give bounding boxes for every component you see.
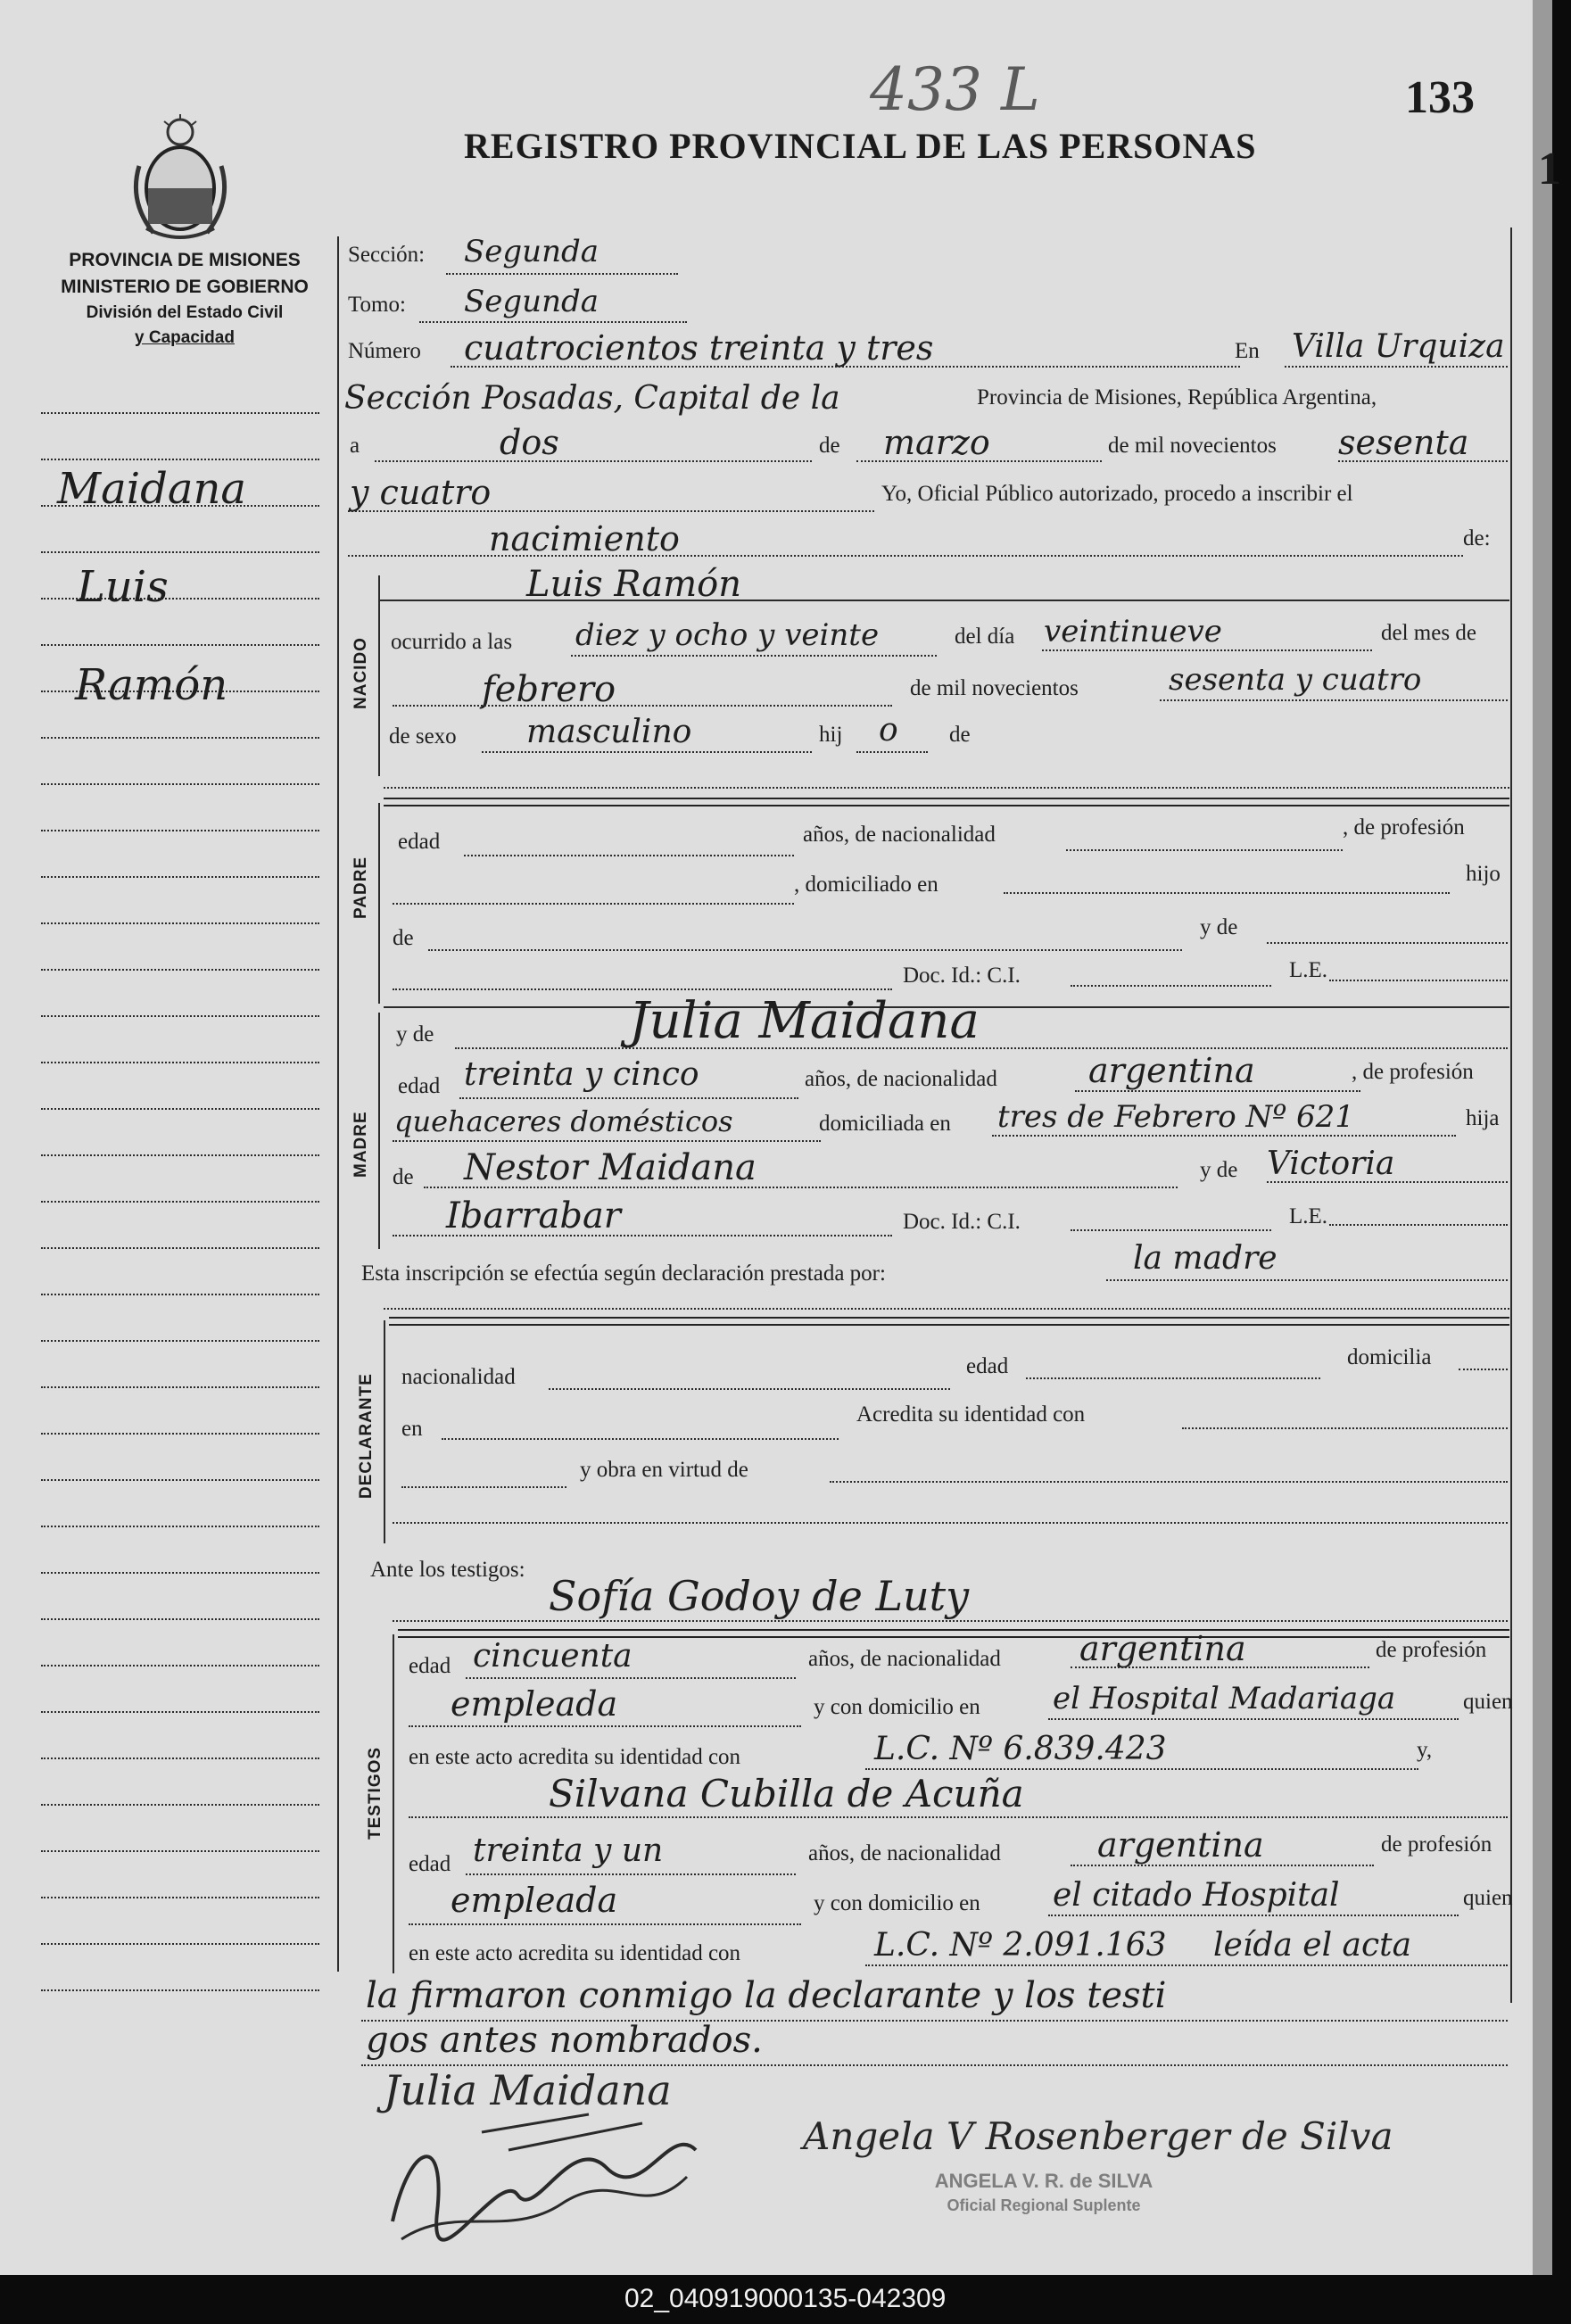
dia-label: del día [955,624,1015,649]
padre-domiciliado-label: , domiciliado en [794,873,938,897]
hij-de-label: de [949,723,971,747]
page-edge [1533,0,1552,2275]
madre-de-label: de [393,1165,414,1189]
madre-anos-label: años, de nacionalidad [805,1067,997,1091]
dia-value: dos [500,423,559,462]
margin-rule [41,1850,319,1852]
acto-value: nacimiento [489,519,680,558]
madre-madre-apellido: Ibarrabar [446,1195,621,1236]
declarante-en-label: en [401,1417,423,1441]
madre-padre-nombre: Nestor Maidana [464,1147,757,1188]
padre-doc-label: Doc. Id.: C.I. [903,964,1021,988]
padre-edad-label: edad [398,830,441,854]
margin-rule [41,1201,319,1203]
t2-profesion: empleada [451,1881,618,1920]
t1-domicilio-label: y con domicilio en [814,1695,980,1719]
margin-rule [41,1804,319,1806]
province-text: Provincia de Misiones, República Argentina, [977,385,1377,409]
t1-edad: cincuenta [473,1638,633,1675]
margin-rule [41,876,319,878]
madre-y-de-label2: y de [1200,1158,1238,1182]
madre-nombre: Julia Maidana [629,992,980,1050]
hij-suffix: o [879,712,898,748]
folio-number: 133 [1405,72,1475,123]
margin-surname: Maidana [57,464,246,514]
padre-anos-label: años, de nacionalidad [803,823,996,847]
margin-rule [41,830,319,831]
testigos-side-label: TESTIGOS [366,1746,384,1840]
madre-le-label: L.E. [1289,1204,1328,1228]
margin-rule [41,1015,319,1017]
margin-rule [41,459,319,460]
margin-rule [41,551,319,553]
hij-label: hij [819,723,843,747]
margin-rule [41,922,319,924]
en-value: Villa Urquiza [1292,328,1505,365]
margin-rule [41,737,319,739]
margin-rule [41,1386,319,1388]
margin-rule [41,1062,319,1063]
mes-label: del mes de [1381,621,1476,645]
closing-line3: gos antes nombrados. [366,2020,763,2061]
margin-rule [41,1943,319,1945]
margin-rule [41,969,319,971]
year-text: de mil novecientos [1108,434,1277,458]
t2-acredita-label: en este acto acredita su identidad con [409,1941,741,1965]
margin-rule [41,644,319,646]
margin-rule [41,1618,319,1620]
margin-rule [41,1526,319,1527]
madre-side-label: MADRE [351,1111,370,1178]
t2-domicilio-label: y con domicilio en [814,1891,980,1915]
scan-footer [0,2275,1571,2324]
a-label: a [350,434,360,458]
t1-nacionalidad: argentina [1079,1629,1246,1668]
madre-edad-label: edad [398,1074,441,1098]
closing-line1-tail: leída el acta [1213,1927,1412,1964]
t1-edad-label: edad [409,1654,451,1678]
mes-value: marzo [883,423,990,462]
page-title: REGISTRO PROVINCIAL DE LAS PERSONAS [464,126,1257,166]
t1-quien-label: quien [1463,1690,1513,1714]
declarante-obra-label: y obra en virtud de [580,1458,748,1482]
stamp-line-2: Oficial Regional Suplente [947,2196,1141,2214]
t2-nombre: Silvana Cubilla de Acuña [549,1772,1024,1815]
ocurrido-label: ocurrido a las [391,630,513,654]
margin-rule [41,1897,319,1898]
margin-rule [41,1479,319,1481]
margin-name-2: Ramón [75,660,228,710]
t2-domicilio: el citado Hospital [1053,1877,1340,1914]
ante-testigos-label: Ante los testigos: [370,1558,525,1582]
madre-nacionalidad: argentina [1088,1051,1255,1090]
madre-madre-nombre: Victoria [1267,1145,1395,1182]
office-division: División del Estado Civil [86,303,284,322]
en-label: En [1235,339,1260,363]
dia-nacido-value: veintinueve [1044,614,1222,649]
madre-profesion: quehaceres domésticos [394,1104,733,1138]
coat-of-arms-icon [132,112,228,242]
declarante-acredita-label: Acredita su identidad con [856,1402,1086,1427]
declaracion-text: Esta inscripción se efectúa según declaración prestada por: [361,1261,886,1286]
madre-y-de-label: y de [396,1022,434,1046]
official-stamp [856,2170,1231,2215]
t1-nombre: Sofía Godoy de Luty [549,1572,970,1620]
t2-doc: L.C. Nº 2.091.163 [874,1927,1167,1964]
t1-profesion: empleada [451,1684,618,1724]
t2-edad: treinta y un [473,1832,664,1869]
t1-anos-label: años, de nacionalidad [808,1647,1001,1671]
de-label-1: de [819,434,840,458]
folio-next: 1 [1538,144,1561,194]
nacido-side-label: NACIDO [351,637,370,709]
madre-domicilio: tres de Febrero Nº 621 [997,1099,1354,1135]
signature-testigo-icon [375,2114,714,2248]
t2-quien-label: quien [1463,1886,1513,1910]
footer-code: 02_040919000135-042309 [624,2284,947,2313]
padre-de-label: de [393,926,414,950]
margin-rule [41,1340,319,1342]
anio-value: sesenta [1338,423,1469,462]
padre-profesion-label: , de profesión [1343,815,1465,839]
seccion-value: Segunda [464,234,599,269]
frame-right-border [1510,227,1512,2003]
declarante-edad-label: edad [966,1354,1009,1378]
t1-profesion-label: de profesión [1376,1638,1487,1662]
declarante-side-label: DECLARANTE [357,1373,376,1499]
margin-rule [41,1989,319,1991]
declarante-domicilia-label: domicilia [1347,1345,1432,1369]
declarante-nacionalidad-label: nacionalidad [401,1365,516,1389]
t2-edad-label: edad [409,1852,451,1876]
margin-rule [41,1154,319,1156]
anio-cont: y cuatro [350,473,492,512]
pen-number: 433 L [870,55,1040,124]
oficial-text: Yo, Oficial Público autorizado, procedo a inscribir el [881,482,1353,506]
madre-edad: treinta y cinco [464,1056,699,1093]
padre-hijo-label: hijo [1466,862,1501,886]
margin-rule [41,1572,319,1574]
declaracion-value: la madre [1133,1240,1277,1277]
tomo-value: Segunda [464,284,599,319]
tomo-label: Tomo: [348,293,406,317]
de-colon: de: [1463,526,1491,550]
sexo-value: masculino [526,714,692,750]
mes-nacido-value: febrero [482,669,616,710]
margin-rule [41,1433,319,1435]
closing-line2: la firmaron conmigo la declarante y los testi [366,1975,1167,2016]
office-capacity: y Capacidad [135,328,235,347]
margin-rule [41,412,319,414]
numero-value: cuatrocientos treinta y tres [464,328,934,368]
office-block [37,250,332,348]
seccion-label: Sección: [348,243,426,267]
t1-doc: L.C. Nº 6.839.423 [874,1731,1167,1767]
t1-domicilio: el Hospital Madariaga [1053,1681,1396,1716]
margin-rule [41,1108,319,1110]
place-line: Sección Posadas, Capital de la [344,380,840,417]
signature-oficial: Angela V Rosenberger de Silva [803,2114,1393,2158]
madre-doc-label: Doc. Id.: C.I. [903,1210,1021,1234]
t2-anos-label: años, de nacionalidad [808,1841,1001,1865]
madre-domiciliada-label: domiciliada en [819,1112,951,1136]
stamp-line-1: ANGELA V. R. de SILVA [934,2170,1153,2192]
madre-hija-label: hija [1466,1106,1500,1130]
padre-y-de-label: y de [1200,915,1238,939]
hora-value: diez y ocho y veinte [575,617,880,653]
t2-profesion-label: de profesión [1381,1832,1492,1857]
madre-profesion-label: , de profesión [1352,1060,1474,1084]
margin-rule [41,1711,319,1713]
margin-rule [41,783,319,785]
anio-label: de mil novecientos [910,676,1079,700]
margin-rule [41,1665,319,1666]
t1-acredita-label: en este acto acredita su identidad con [409,1745,741,1769]
signature-madre: Julia Maidana [384,2066,672,2114]
padre-le-label: L.E. [1289,958,1328,982]
office-province: PROVINCIA DE MISIONES [69,250,301,270]
margin-rule [41,1247,319,1249]
t1-y-label: y, [1417,1738,1433,1762]
sexo-label: de sexo [389,724,457,748]
t2-nacionalidad: argentina [1097,1825,1264,1865]
frame-left-border [337,236,339,1972]
margin-rule [41,1757,319,1759]
padre-side-label: PADRE [351,856,370,919]
office-ministry: MINISTERIO DE GOBIERNO [61,277,309,297]
numero-label: Número [348,339,421,363]
nacido-nombre: Luis Ramón [526,564,742,605]
anio-nacido-value: sesenta y cuatro [1169,662,1422,698]
margin-name-1: Luis [77,562,169,612]
margin-rule [41,1294,319,1295]
